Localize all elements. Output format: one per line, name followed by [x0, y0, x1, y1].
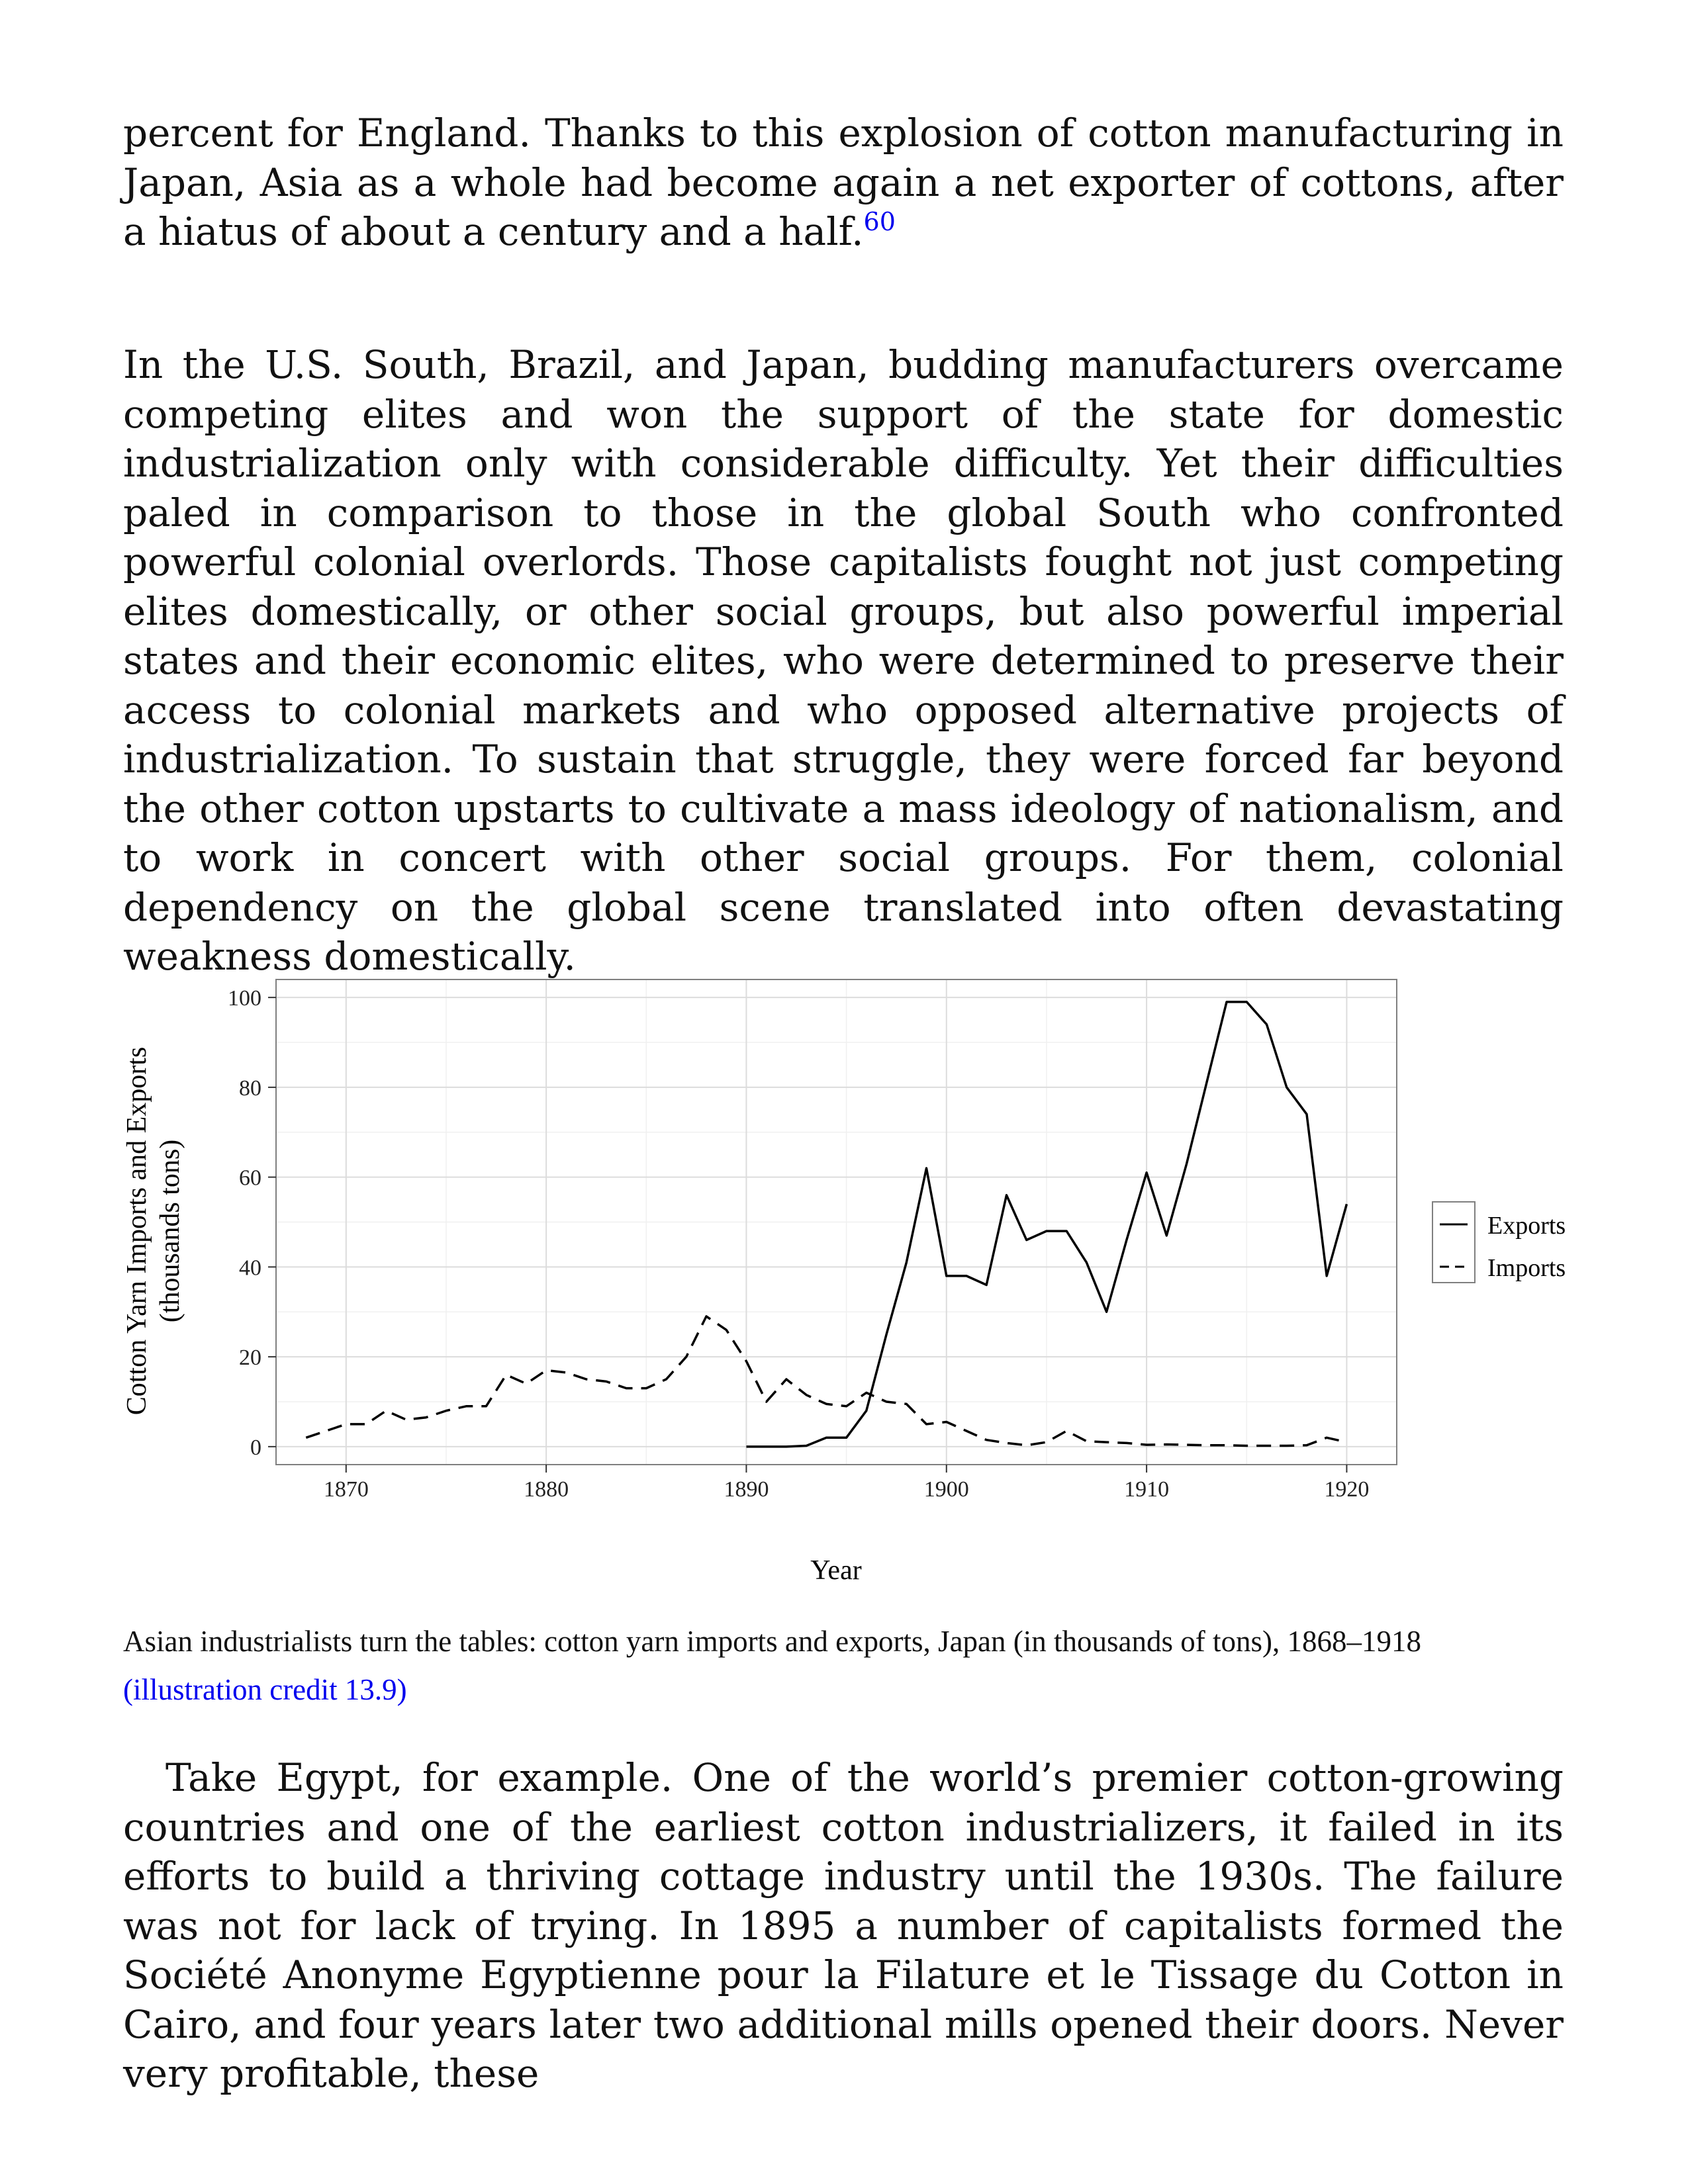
legend-label-imports: Imports: [1487, 1254, 1566, 1282]
paragraph-1: [123, 109, 1564, 257]
x-tick-label: 1870: [323, 1477, 369, 1502]
y-tick-label: 60: [239, 1165, 261, 1191]
caption-text: Asian industrialists turn the tables: cotton yarn imports and exports, Japan (in thousands of tons), 1868–1918: [123, 1625, 1421, 1658]
figure-caption: [123, 1617, 1566, 1714]
cotton-yarn-chart: [0, 953, 1688, 1602]
x-tick-label: 1880: [524, 1477, 569, 1502]
x-axis-title: Year: [810, 1555, 862, 1586]
x-tick-label: 1890: [724, 1477, 769, 1502]
chart-legend: [1432, 1202, 1566, 1283]
paragraph-3: Take Egypt, for example. One of the world’s premier cotton-growing countries and one of the earliest cotton industrializers, it failed in its efforts to build a thriving cottage industry until the 1930s. The failure was not for lack of trying. In 1895 a number of capitalists formed the Société Anonyme Egyptienne pour la Filature et le Tissage du Cotton in Cairo, and four years later two additional mills opened their doors. Never very profitable, these: [123, 1755, 1564, 2096]
paragraph-1-text: percent for England. Thanks to this explosion of cotton manufacturing in Japan, Asia as a whole had become again a net exporter of cottons, after a hiatus of about a century and a half.: [123, 111, 1564, 254]
y-tick-label: 20: [239, 1345, 261, 1371]
chart-grid: [276, 979, 1397, 1465]
footnote-ref-60[interactable]: 60: [863, 207, 896, 236]
y-axis-title-line1: Cotton Yarn Imports and Exports: [122, 1046, 152, 1416]
legend-label-exports: Exports: [1487, 1212, 1566, 1240]
x-tick-label: 1900: [923, 1477, 969, 1502]
y-axis-title-line2: (thousands tons): [155, 1139, 185, 1323]
x-tick-label: 1920: [1324, 1477, 1370, 1502]
x-tick-label: 1910: [1124, 1477, 1170, 1502]
paragraph-2: In the U.S. South, Brazil, and Japan, budding manufacturers overcame competing elites and won the support of the state for domestic industrialization only with considerable difficulty. Yet their difficulties paled in comparison to those in the global South who confronted powerful colonial overlords. Those capitalists fought not just competing elites domestically, or other social groups, but also powerful imperial states and their economic elites, who were determined to preserve their access to colonial markets and who opposed alternative projects of industrialization. To sustain that struggle, they were forced far beyond the other cotton upstarts to cultivate a mass ideology of nationalism, and to work in concert with other social groups. For them, colonial dependency on the global scene translated into often devastating weakness domestically.: [123, 342, 1564, 979]
legend-box: [1432, 1202, 1475, 1283]
illustration-credit-link[interactable]: (illustration credit 13.9): [123, 1673, 407, 1706]
y-tick-label: 40: [239, 1255, 261, 1281]
y-tick-label: 80: [239, 1075, 261, 1101]
y-tick-label: 0: [250, 1435, 261, 1460]
y-tick-label: 100: [228, 986, 261, 1011]
